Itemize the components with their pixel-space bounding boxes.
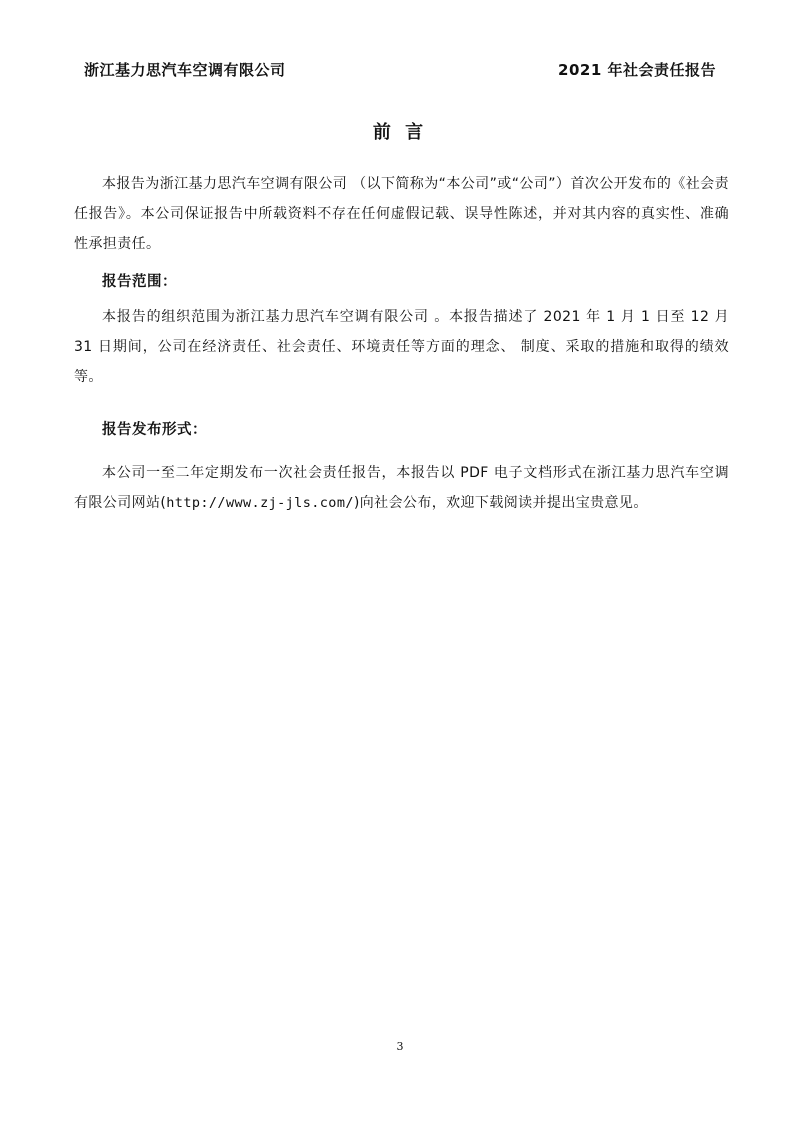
- page-title: 前 言: [372, 122, 428, 143]
- format-heading: 报告发布形式：: [102, 422, 207, 438]
- header-company-name: 浙江基力思汽车空调有限公司: [84, 60, 286, 79]
- page-number: 3: [396, 1040, 404, 1053]
- format-paragraph: [74, 458, 729, 518]
- scope-heading: 报告范围：: [102, 274, 177, 290]
- format-text-before: 本公司一至二年定期发布一次社会责任报告，本报告以 PDF 电子文档形式在浙江基力思汽车空调有限公司网站(: [74, 465, 729, 511]
- page-header: [84, 57, 716, 81]
- format-text-after: )向社会公布，欢迎下载阅读并提出宝贵意见。: [353, 495, 648, 511]
- intro-paragraph: 本报告为浙江基力思汽车空调有限公司 （以下简称为“本公司”或“公司”）首次公开发布的《社会责任报告》。本公司保证报告中所载资料不存在任何虚假记载、误导性陈述，并对其内容的真实性、准确性承担责任。: [74, 176, 729, 252]
- header-report-title: 2021 年社会责任报告: [558, 60, 716, 79]
- scope-paragraph: 本报告的组织范围为浙江基力思汽车空调有限公司 。本报告描述了 2021 年 1 月 1 日至 12 月 31 日期间，公司在经济责任、社会责任、环境责任等方面的理念、 制度、采取的措施和取得的绩效等。: [74, 309, 729, 385]
- website-link[interactable]: http://www.zj-jls.com/: [166, 495, 354, 511]
